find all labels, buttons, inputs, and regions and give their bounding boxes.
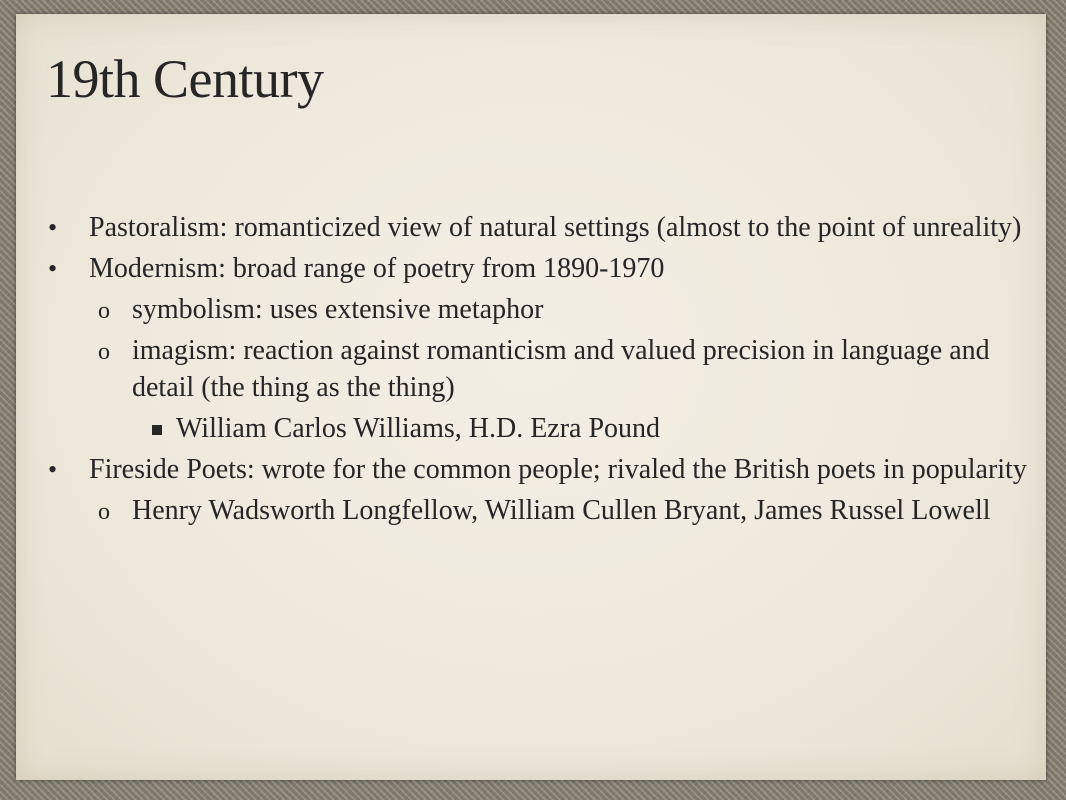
sub-bullet-marker: o (98, 298, 110, 324)
bullet-marker: • (48, 455, 58, 484)
square-bullet-icon (152, 411, 162, 448)
bullet-text: Pastoralism: romanticized view of natural settings (almost to the point of unreality) (89, 212, 1022, 243)
bullet-item-pastoralism (46, 209, 1036, 246)
bullet-item-fireside-poets (46, 451, 1036, 488)
sub-bullet-item-symbolism (46, 291, 1036, 328)
slide-paper (16, 14, 1046, 780)
slide-title: 19th Century (46, 49, 324, 109)
sub-sub-bullet-item-poets (46, 410, 1036, 447)
bullet-text: Fireside Poets: wrote for the common people; rivaled the British poets in popularity (89, 454, 1027, 485)
bullet-list (46, 209, 1036, 533)
bullet-marker: • (48, 213, 58, 242)
bullet-text: Modernism: broad range of poetry from 1890-1970 (89, 253, 665, 284)
sub-bullet-marker: o (98, 339, 110, 365)
sub-bullet-item-fireside-names (46, 492, 1036, 529)
sub-bullet-text: imagism: reaction against romanticism and valued precision in language and detail (the thing as the thing) (132, 335, 990, 403)
sub-bullet-text: Henry Wadsworth Longfellow, William Cullen Bryant, James Russel Lowell (132, 495, 991, 526)
bullet-item-modernism (46, 250, 1036, 287)
sub-bullet-item-imagism (46, 332, 1036, 406)
bullet-marker: • (48, 254, 58, 283)
sub-bullet-marker: o (98, 499, 110, 525)
sub-bullet-text: symbolism: uses extensive metaphor (132, 294, 544, 325)
sub-sub-bullet-text: William Carlos Williams, H.D. Ezra Pound (176, 413, 661, 444)
